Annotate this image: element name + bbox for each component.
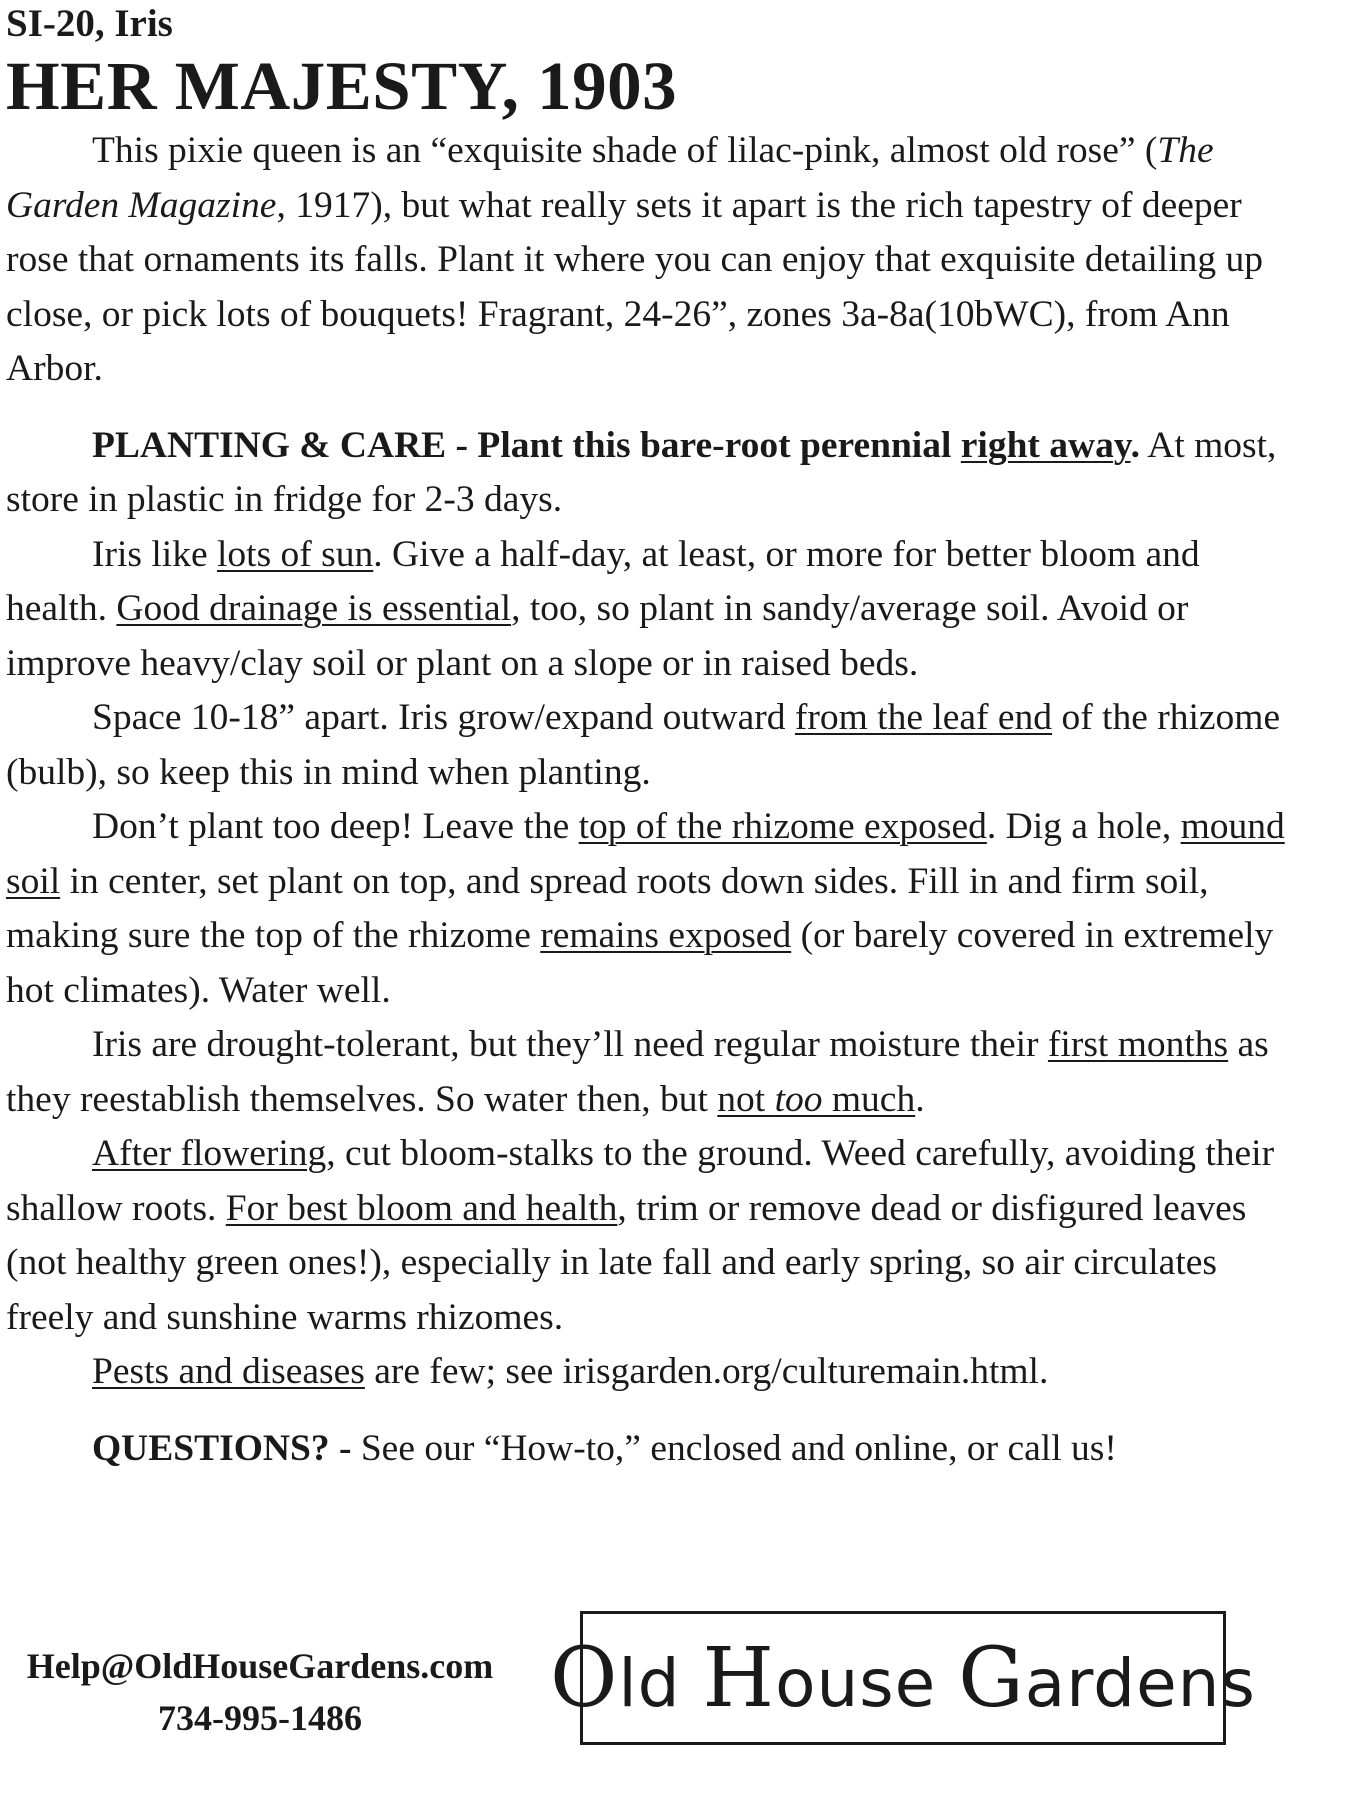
planting-heading: PLANTING & CARE - Plant this bare-root perennial — [92, 424, 961, 466]
planting-paragraph: PLANTING & CARE - Plant this bare-root perennial right away. At most, store in plastic in fridge for 2-3 days. — [6, 424, 1277, 520]
spacing-paragraph: Space 10-18” apart. Iris grow/expand outward from the leaf end of the rhizome (bulb), so keep this in mind when planting. — [6, 697, 1281, 793]
product-title: HER MAJESTY, 1903 — [6, 48, 678, 124]
contact-phone: 734-995-1486 — [158, 1698, 362, 1738]
logo-wordmark: Old House Gardens — [550, 1630, 1256, 1726]
watering-paragraph: Iris are drought-tolerant, but they’ll need regular moisture their first months as they reestablish themselves. So water then, but not too much. — [6, 1024, 1269, 1120]
contact-block — [0, 1640, 520, 1744]
questions-heading: QUESTIONS? - — [92, 1427, 352, 1469]
contact-email: Help@OldHouseGardens.com — [26, 1646, 494, 1686]
planting-emphasis: right away — [960, 424, 1131, 466]
company-logo — [550, 1611, 1256, 1745]
depth-paragraph: Don’t plant too deep! Leave the top of the rhizome exposed. Dig a hole, mound soil in center, set plant on top, and spread roots down sides. Fill in and firm soil, making sure the top of the rhizome remains exposed (or barely covered in extremely hot climates). Water well. — [6, 806, 1285, 1011]
aftercare-paragraph: After flowering, cut bloom-stalks to the ground. Weed carefully, avoiding their shallow roots. For best bloom and health, trim or remove dead or disfigured leaves (not healthy green ones!), especially in late fall and early spring, so air circulates freely and sunshine warms rhizomes. — [6, 1133, 1275, 1338]
source-title: The Garden Magazine — [6, 130, 1214, 226]
description-paragraph: This pixie queen is an “exquisite shade of lilac-pink, almost old rose” (The Garden Magazine, 1917), but what really sets it apart is the rich tapestry of deeper rose that ornaments its falls. Plant it where you can enjoy that exquisite detailing up close, or pick lots of bouquets! Fragrant, 24-26”, zones 3a-8a(10bWC), from Ann Arbor. — [6, 130, 1264, 389]
sheet-body — [6, 124, 1296, 1476]
product-code: SI-20, Iris — [6, 2, 173, 45]
questions-paragraph: QUESTIONS? - See our “How-to,” enclosed and online, or call us! — [92, 1427, 1117, 1469]
instruction-sheet — [6, 0, 1296, 1476]
pests-paragraph: Pests and diseases are few; see irisgarden.org/culturemain.html. — [92, 1351, 1049, 1392]
sun-paragraph: Iris like lots of sun. Give a half-day, at least, or more for better bloom and health. Good drainage is essential, too, so plant in sandy/average soil. Avoid or improve heavy/clay soil or plant on a slope or in raised beds. — [6, 533, 1200, 684]
